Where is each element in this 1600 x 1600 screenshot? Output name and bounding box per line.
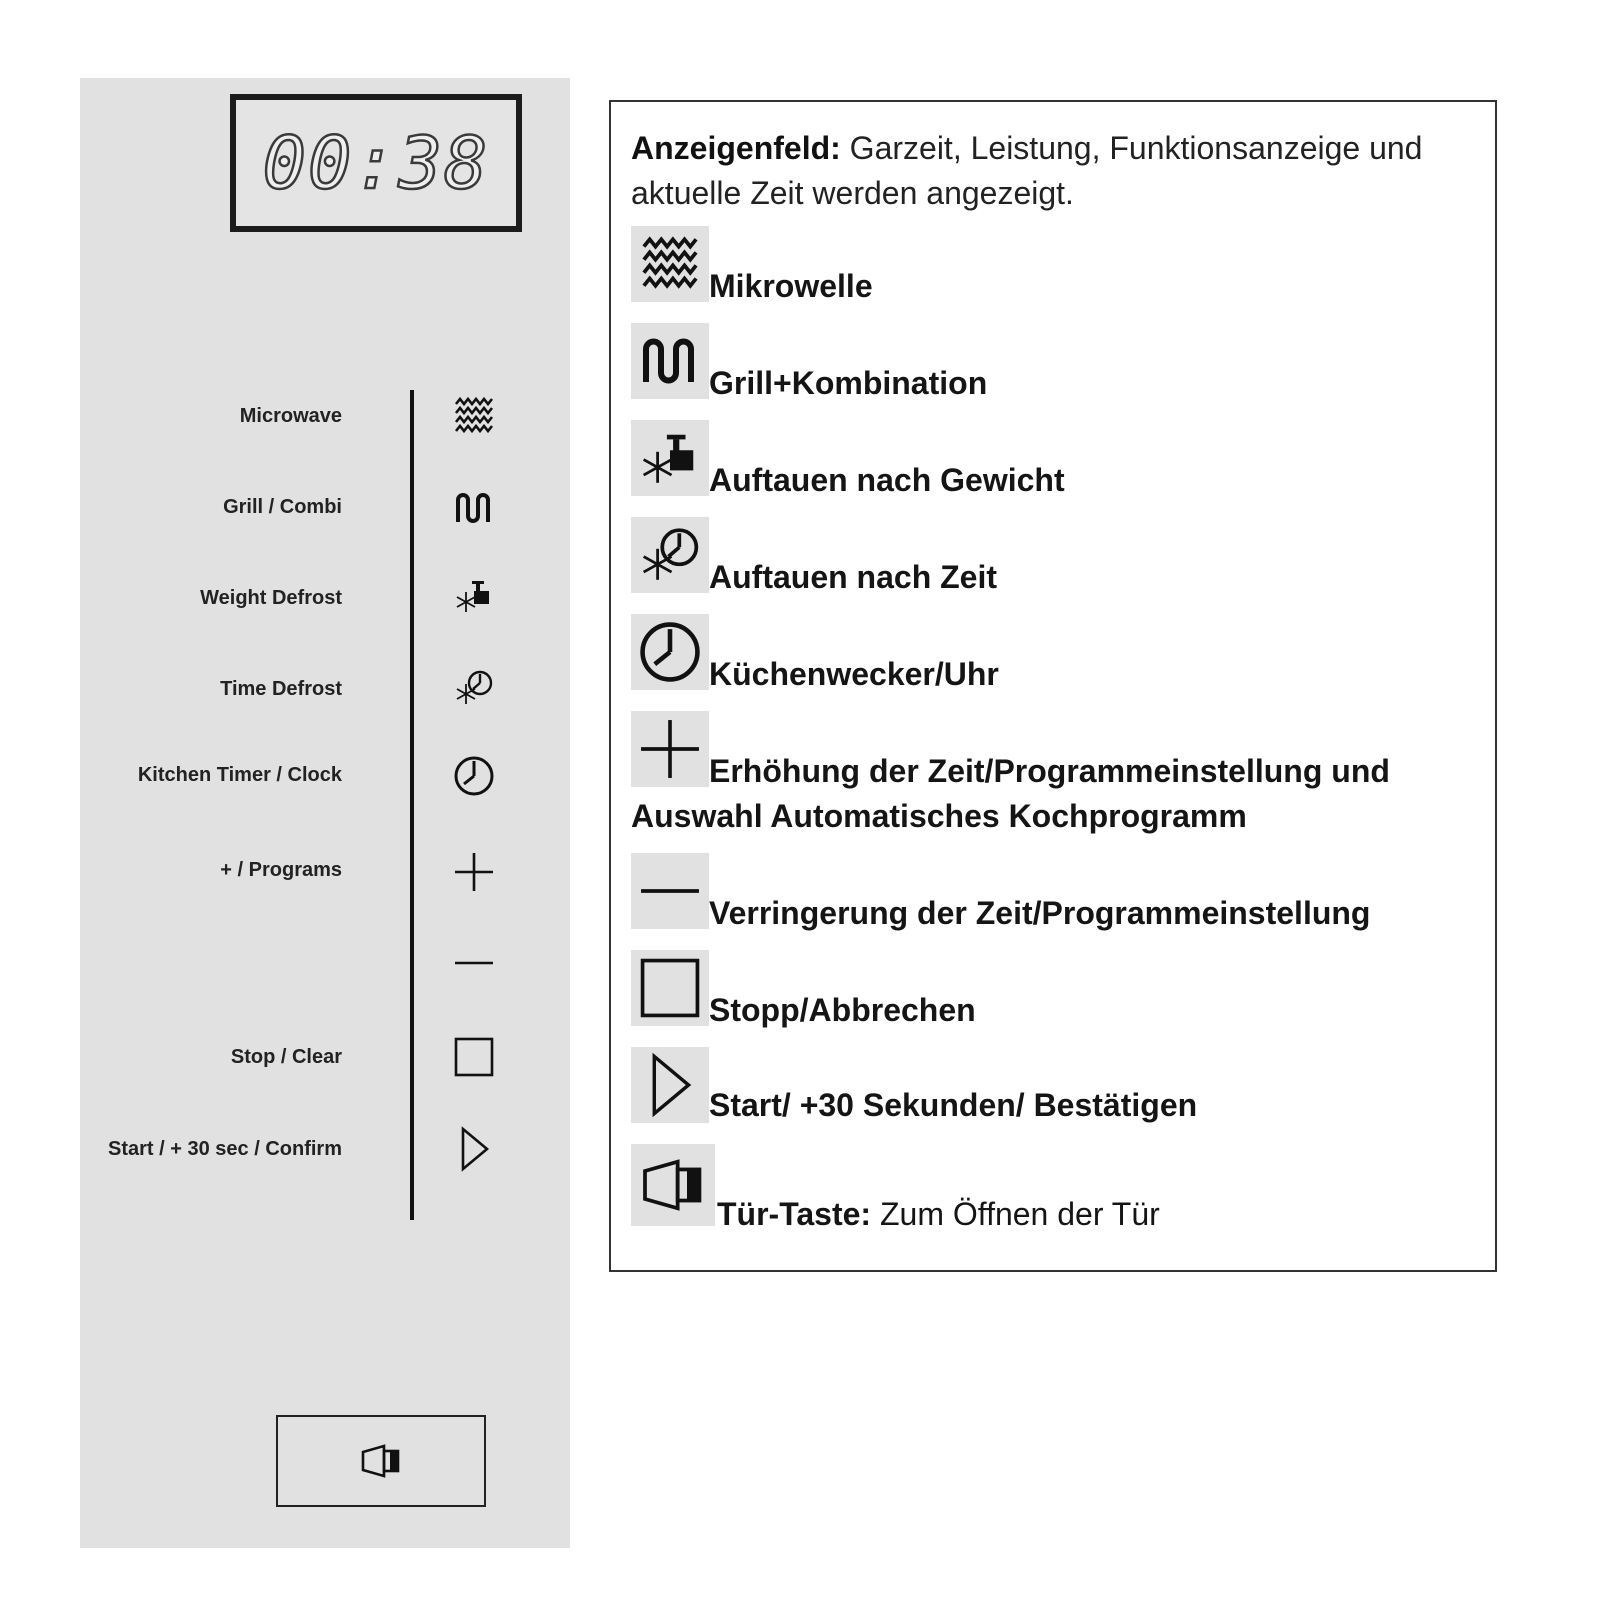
legend-intro-text: Garzeit, Leistung, Funktionsanzeige und aktuelle Zeit werden angezeigt. [631,130,1423,211]
microwave-waves-icon [454,396,494,436]
start-label: Start / + 30 sec / Confirm [108,1138,342,1160]
plus-icon [453,851,495,893]
start-button[interactable] [452,1127,496,1171]
timer-label: Kitchen Timer / Clock [137,764,342,786]
minus-icon [638,859,702,923]
legend-text-start: Start/ +30 Sekunden/ Bestätigen [709,1087,1198,1123]
legend-text-weight-defrost: Auftauen nach Gewicht [709,462,1065,498]
time-defrost-button[interactable] [452,666,496,710]
legend-text-microwave: Mikrowelle [709,268,873,304]
legend-text-plus: Erhöhung der Zeit/Programmeinstellung und Auswahl Automatisches Kochprogramm [631,753,1390,834]
play-triangle-icon [453,1126,495,1172]
legend-icon-timer [631,614,709,690]
legend-text-stop: Stopp/Abbrechen [709,992,976,1028]
square-icon [453,1036,495,1078]
play-triangle-icon [640,1050,700,1120]
legend-icon-time-defrost [631,517,709,593]
plus-button[interactable] [452,850,496,894]
plus-label: + / Programs [220,859,342,881]
snowflake-clock-icon [639,524,701,586]
microwave-button[interactable] [452,394,496,438]
legend-intro [631,126,1471,216]
stop-label: Stop / Clear [230,1046,342,1068]
snowflake-weight-icon [639,427,701,489]
time-defrost-label: Time Defrost [220,678,342,700]
weight-defrost-button[interactable] [452,574,496,618]
legend-box [609,100,1497,1272]
grill-coil-icon [454,492,494,524]
display-time: 00:38 [262,121,490,205]
timer-button[interactable] [452,754,496,798]
legend-text-door [717,1192,1477,1237]
door-open-icon [640,1157,706,1213]
legend-text-door-bold: Tür-Taste: [717,1196,872,1232]
snowflake-weight-icon [454,576,494,616]
legend-icon-door [631,1144,715,1226]
stop-button[interactable] [452,1035,496,1079]
legend-text-timer: Küchenwecker/Uhr [709,656,999,692]
weight-defrost-label: Weight Defrost [200,587,342,609]
legend-icon-stop [631,950,709,1026]
door-open-icon [360,1443,402,1479]
legend-icon-minus [631,853,709,929]
microwave-waves-icon [639,235,701,293]
legend-icon-microwave [631,226,709,302]
minus-icon [453,942,495,984]
clock-icon [453,755,495,797]
microwave-label: Microwave [239,405,342,427]
legend-text-minus: Verringerung der Zeit/Programmeinstellung [709,895,1371,931]
clock-icon [638,620,702,684]
legend-icon-weight-defrost [631,420,709,496]
grill-button[interactable] [452,486,496,530]
legend-icon-grill [631,323,709,399]
door-button[interactable] [276,1415,486,1507]
panel-divider [410,390,414,1220]
legend-icon-start [631,1047,709,1123]
legend-intro-bold: Anzeigenfeld: [631,130,841,166]
grill-coil-icon [639,337,701,385]
control-panel [80,78,570,1548]
display-panel [230,94,522,232]
minus-button[interactable] [452,941,496,985]
snowflake-clock-icon [454,668,494,708]
legend-text-grill: Grill+Kombination [709,365,988,401]
legend-text-door-normal: Zum Öffnen der Tür [871,1196,1160,1232]
square-icon [638,956,702,1020]
grill-label: Grill / Combi [223,496,342,518]
legend-text-time-defrost: Auftauen nach Zeit [709,559,998,595]
